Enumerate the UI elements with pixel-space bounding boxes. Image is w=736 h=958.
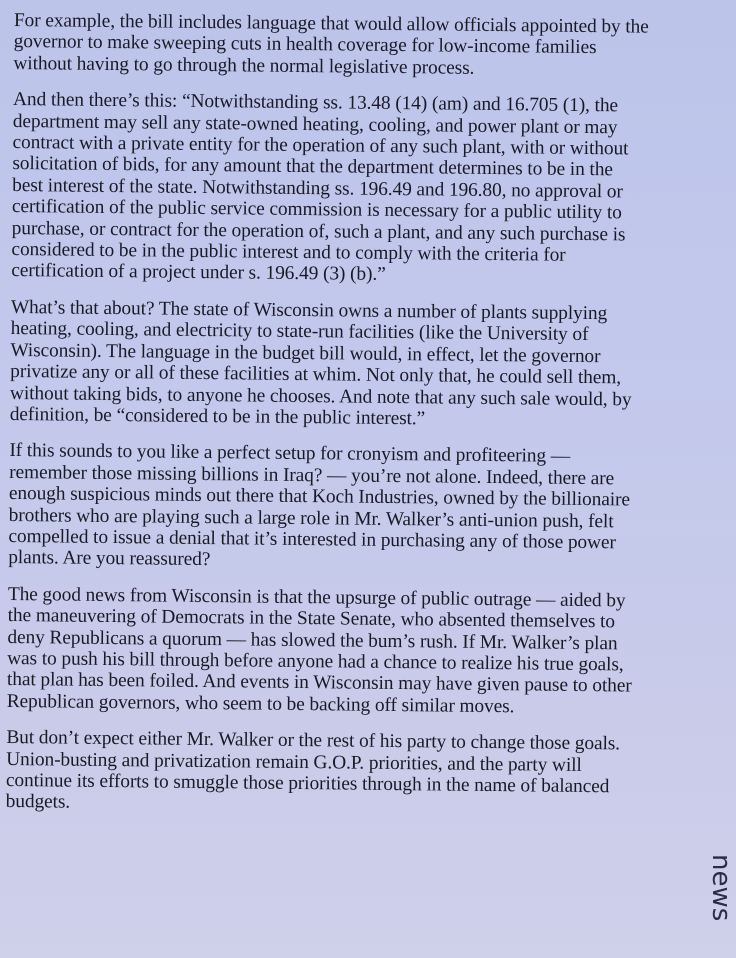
paragraph-4: If this sounds to you like a perfect setup for cronyism and profiteering — remember those missing billions in Iraq? — you’re not alone. Indeed, there are enough suspicious minds out there that Koch Industries, owned by the billionaire brothers who are playing such a large role in Mr. Walker’s anti-union push, felt compelled to issue a denial that it’s interested in purchasing any of those power plants. Are you reassured? xyxy=(8,440,631,571)
margin-note xyxy=(706,852,736,958)
paragraph-3: What’s that about? The state of Wisconsin owns a number of plants supplying heating, cooling, and electricity to state-run facilities (like the University of Wisconsin). The language in the budget bill would, in effect, let the governor privatize any or all of these facilities at whim. Not only that, he could sell them, without taking bids, to anyone he chooses. And note that any such sale would, by definition, be “considered to be in the public interest.” xyxy=(9,296,632,430)
margin-note-text: news xyxy=(706,854,736,922)
paragraph-1: For example, the bill includes language that would allow officials appointed by the governor to make sweeping cuts in health coverage for low-income families without having to go through the normal legislative process. xyxy=(13,10,649,79)
paragraph-2: And then there’s this: “Notwithstanding ss. 13.48 (14) (am) and 16.705 (1), the department may sell any state-owned heating, cooling, and power plant or may contract with a private entity for the operation of any such plant, with or without solicitation of bids, for any amount that the department determines to be in the best interest of the state. Notwithstanding ss. 196.49 and 196.80, no approval or certification of the public service commission is necessary for a public utility to purchase, or contract for the operation of, such a plant, and any such purchase is considered to be in the public interest and to comply with the criteria for certification of a project under s. 196.49 (3) (b).” xyxy=(11,89,629,286)
article-page xyxy=(5,10,730,835)
paragraph-6: But don’t expect either Mr. Walker or the rest of his party to change those goals. Union-busting and privatization remain G.O.P. priorities, and the party will continue its efforts to smuggle those priorities through in the name of balanced budgets. xyxy=(5,727,621,814)
paragraph-5: The good news from Wisconsin is that the upsurge of public outrage — aided by the maneuvering of Democrats in the State Senate, who absented themselves to deny Republicans a quorum — has slowed the bum’s rush. If Mr. Walker’s plan was to push his bill through before anyone had a chance to realize his true goals, that plan has been foiled. And events in Wisconsin may have given pause to other Republican governors, who seem to be backing off similar moves. xyxy=(6,583,632,718)
